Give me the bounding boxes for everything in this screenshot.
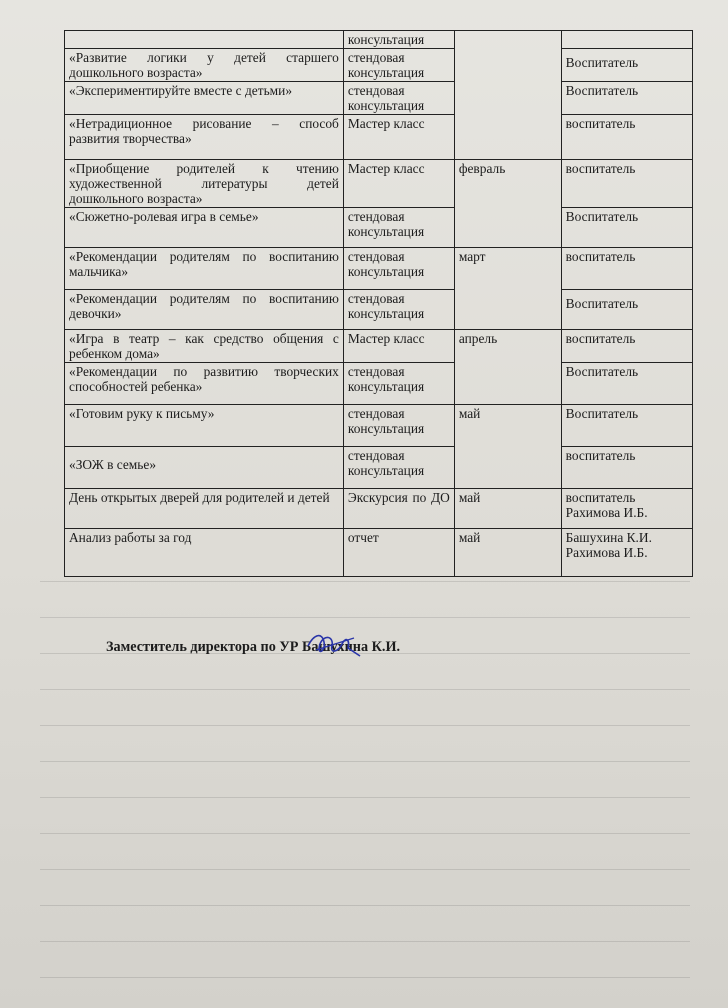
table-cell-topic: «Нетрадиционное рисование – способ развития творчества»: [65, 115, 344, 160]
table-cell-responsible: воспитатель: [561, 330, 692, 363]
table-cell-form: Мастер класс: [343, 115, 454, 160]
table-cell-topic: «Готовим руку к письму»: [65, 405, 344, 447]
table-row: [65, 49, 693, 82]
table-cell-form: стендовая консультация: [343, 49, 454, 82]
table-cell-form: Мастер класс: [343, 160, 454, 208]
table-row: [65, 529, 693, 577]
table-cell-form: стендовая консультация: [343, 82, 454, 115]
table-cell-topic: [65, 31, 344, 49]
table-cell-responsible: Башухина К.И. Рахимова И.Б.: [561, 529, 692, 577]
table-cell-month: май: [454, 529, 561, 577]
table-cell-responsible: Воспитатель: [561, 49, 692, 82]
table-cell-form: стендовая консультация: [343, 405, 454, 447]
table-cell-month: май: [454, 405, 561, 489]
table-cell-responsible: воспитатель: [561, 115, 692, 160]
table-cell-responsible: Воспитатель: [561, 82, 692, 115]
table-cell-month: апрель: [454, 330, 561, 405]
table-cell-topic: День открытых дверей для родителей и детей: [65, 489, 344, 529]
table-cell-responsible: Воспитатель: [561, 208, 692, 248]
table-cell-topic: «Приобщение родителей к чтению художественной литературы детей дошкольного возраста»: [65, 160, 344, 208]
table-cell-form: стендовая консультация: [343, 447, 454, 489]
table-cell-responsible: воспитатель: [561, 447, 692, 489]
table-row: [65, 330, 693, 363]
table-row: [65, 160, 693, 208]
table-cell-topic: «Рекомендации родителям по воспитанию мальчика»: [65, 248, 344, 290]
table-cell-month: [454, 31, 561, 160]
table-cell-form: стендовая консультация: [343, 208, 454, 248]
table-row: [65, 208, 693, 248]
table-cell-responsible: воспитатель: [561, 160, 692, 208]
table-cell-topic: «ЗОЖ в семье»: [65, 447, 344, 489]
table-cell-topic: «Развитие логики у детей старшего дошкольного возраста»: [65, 49, 344, 82]
table-cell-responsible: воспитатель: [561, 248, 692, 290]
table-cell-topic: «Экспериментируйте вместе с детьми»: [65, 82, 344, 115]
table-cell-responsible: воспитатель Рахимова И.Б.: [561, 489, 692, 529]
table-row: [65, 115, 693, 160]
table-cell-month: май: [454, 489, 561, 529]
table-cell-responsible: Воспитатель: [561, 290, 692, 330]
table-cell-topic: «Игра в театр – как средство общения с ребенком дома»: [65, 330, 344, 363]
table-cell-form: стендовая консультация: [343, 363, 454, 405]
table-cell-form: стендовая консультация: [343, 248, 454, 290]
table-cell-responsible: Воспитатель: [561, 363, 692, 405]
table-cell-topic: Анализ работы за год: [65, 529, 344, 577]
table-row: [65, 248, 693, 290]
table-row: [65, 363, 693, 405]
table-row: [65, 405, 693, 447]
events-table: [64, 30, 693, 577]
handwritten-signature: [304, 626, 364, 662]
table-row: [65, 447, 693, 489]
table-cell-form: консультация: [343, 31, 454, 49]
table-row: [65, 31, 693, 49]
table-cell-responsible: Воспитатель: [561, 405, 692, 447]
table-cell-form: стендовая консультация: [343, 290, 454, 330]
table-cell-month: февраль: [454, 160, 561, 248]
table-cell-form: Мастер класс: [343, 330, 454, 363]
table-cell-form: Экскурсия по ДО: [343, 489, 454, 529]
table-row: [65, 489, 693, 529]
table-row: [65, 82, 693, 115]
table-cell-form: отчет: [343, 529, 454, 577]
signature-block: Заместитель директора по УР Башухина К.И.: [106, 639, 401, 655]
table-cell-topic: «Сюжетно-ролевая игра в семье»: [65, 208, 344, 248]
table-cell-topic: «Рекомендации родителям по воспитанию девочки»: [65, 290, 344, 330]
table-row: [65, 290, 693, 330]
table-cell-responsible: [561, 31, 692, 49]
table-cell-month: март: [454, 248, 561, 330]
table-cell-topic: «Рекомендации по развитию творческих способностей ребенка»: [65, 363, 344, 405]
